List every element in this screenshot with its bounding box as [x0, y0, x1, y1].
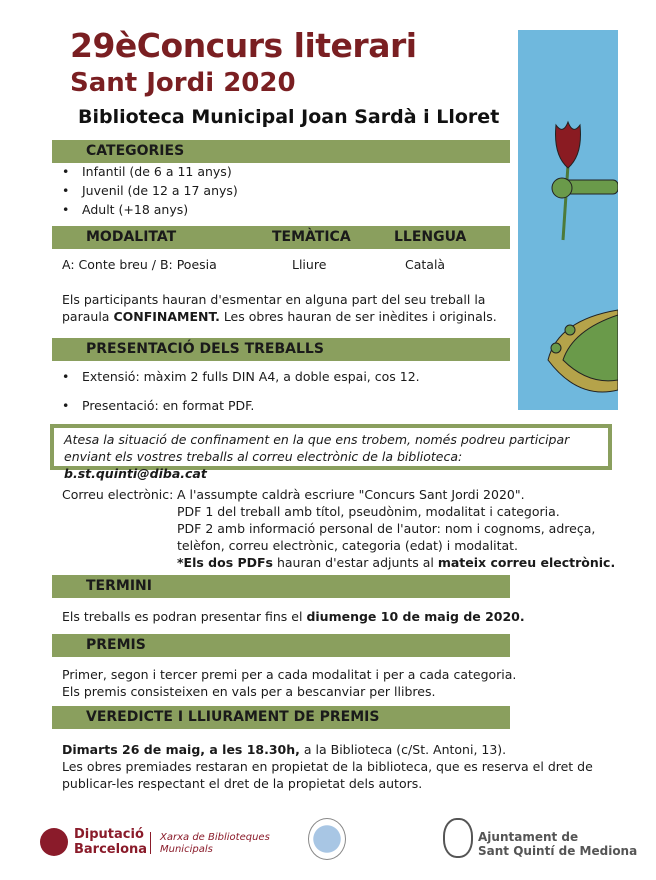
- subtitle: Biblioteca Municipal Joan Sardà i Lloret: [78, 106, 500, 128]
- note-paragraph: Els participants hauran d'esmentar en alguna part del seu treball la paraula CONFINAMENT. Les obres hauran de ser inèdites i originals.: [62, 292, 497, 324]
- biblioteca-logo-icon: [308, 818, 346, 860]
- illustration-rose-moon: [518, 30, 618, 410]
- premis-text: Primer, segon i tercer premi per a cada modalitat i per a cada categoria. Els premis consisteixen en vals per a bescanviar per llibres.: [62, 667, 517, 699]
- divider: [150, 832, 151, 854]
- category-item: • Juvenil (de 12 a 17 anys): [62, 183, 238, 198]
- premis-heading: PREMIS: [52, 634, 510, 657]
- email-link[interactable]: b.st.quinti@diba.cat: [64, 466, 207, 481]
- notice-box: Atesa la situació de confinament en la que ens trobem, només podreu participar enviant els vostres treballs al correu electrònic de la biblioteca: b.st.quinti@diba.cat: [50, 424, 612, 470]
- ajuntament-shield-icon: [443, 818, 473, 858]
- veredicte-heading: VEREDICTE I LLIURAMENT DE PREMIS: [52, 706, 510, 729]
- diputacio-name: Diputació Barcelona: [74, 827, 148, 857]
- presentacio-item: • Extensió: màxim 2 fulls DIN A4, a doble espai, cos 12.: [62, 369, 420, 384]
- category-item: • Adult (+18 anys): [62, 202, 188, 217]
- category-item: • Infantil (de 6 a 11 anys): [62, 164, 232, 179]
- title-line2: Sant Jordi 2020: [70, 68, 296, 98]
- title-line1: 29èConcurs literari: [70, 26, 417, 65]
- correu-label: Correu electrònic:: [62, 487, 174, 502]
- llengua-value: Català: [405, 257, 446, 272]
- tematica-heading: TEMÀTICA: [272, 229, 351, 245]
- correu-details: A l'assumpte caldrà escriure "Concurs Sant Jordi 2020". PDF 1 del treball amb títol, pseudònim, modalitat i categoria. PDF 2 amb informació personal de l'autor: nom i cognoms, adreça, telèfon, correu electrònic, categoria (edat) i modalitat. *Els dos PDFs hauran d'estar adjunts al mateix correu electrònic.: [177, 487, 616, 570]
- presentacio-heading: PRESENTACIÓ DELS TREBALLS: [52, 338, 510, 361]
- modalitat-heading: MODALITAT: [86, 229, 177, 245]
- diputacio-logo-icon: [40, 828, 68, 856]
- ajuntament-name: Ajuntament de Sant Quintí de Mediona: [478, 830, 638, 858]
- presentacio-item: • Presentació: en format PDF.: [62, 398, 254, 413]
- categories-heading: CATEGORIES: [52, 140, 510, 163]
- termini-text: Els treballs es podran presentar fins el diumenge 10 de maig de 2020.: [62, 609, 525, 624]
- llengua-heading: LLENGUA: [394, 229, 467, 245]
- tematica-value: Lliure: [292, 257, 327, 272]
- modalitat-value: A: Conte breu / B: Poesia: [62, 257, 217, 272]
- xarxa-name: Xarxa de Biblioteques Municipals: [160, 832, 270, 855]
- veredicte-text: Dimarts 26 de maig, a les 18.30h, a la Biblioteca (c/St. Antoni, 13). Les obres premiades restaran en propietat de la biblioteca, que es reserva el dret de publicar-les respectant el dret de la propietat dels autors.: [62, 742, 593, 791]
- modalitat-header: [52, 226, 510, 249]
- termini-heading: TERMINI: [52, 575, 510, 598]
